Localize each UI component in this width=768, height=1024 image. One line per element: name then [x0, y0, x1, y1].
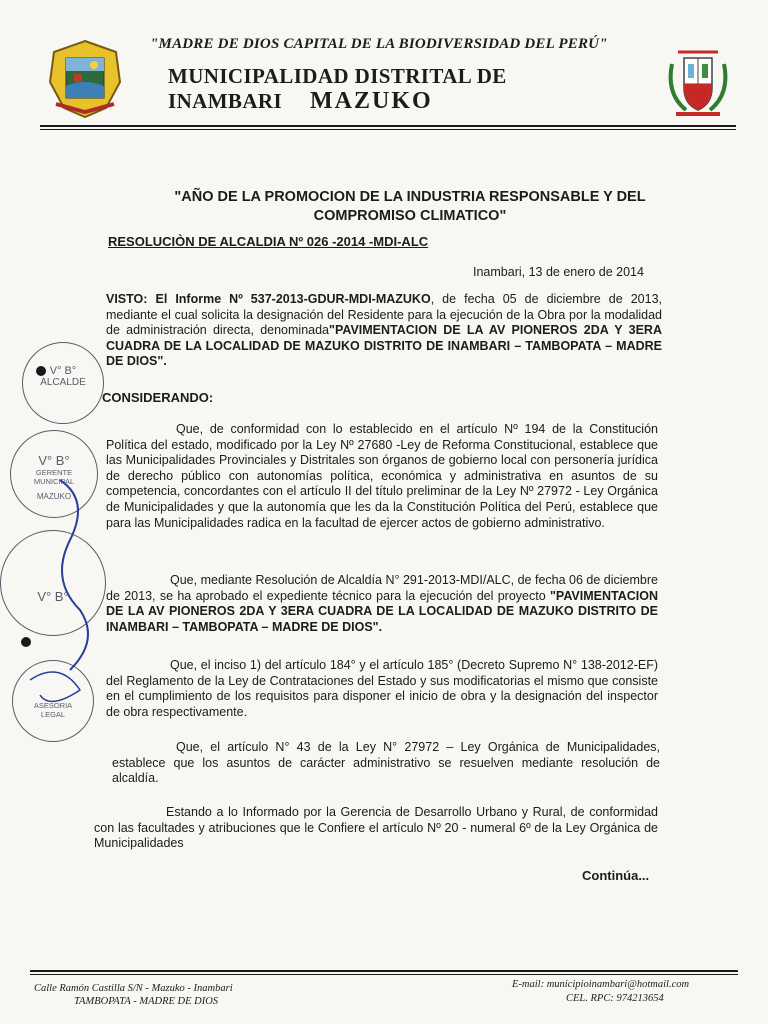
paragraph-1: Que, de conformidad con lo establecido en el artículo Nº 194 de la Constitución Política del estado, modificado por la Ley Nº 27680 -Ley de Reforma Constitucional, establece que las Municipalidades Provinciales y Distritales son órganos de gobierno local con personería jurídica de derecho público con autonomías política, económica y administrativa en asuntos de su competencia, concordantes con el artículo II del título preliminar de la Ley Nº 27972 - Ley Orgánica de Municipalidades y que la autonomía que les da la Constitución Política del Perú, establece que para las Municipalidades radica en la facultad de ejercer actos de gobierno administrativo. — [106, 422, 658, 530]
paragraph-2-text: Que, mediante Resolución de Alcaldía N° 291-2013-MDI/ALC, de fecha 06 de diciembre de 2013, se ha aprobado el expediente técnico para la ejecución del proyecto — [106, 573, 658, 603]
visto-lead: El Informe Nº 537-2013-GDUR-MDI-MAZUKO — [155, 292, 431, 306]
city-name: MAZUKO — [310, 88, 433, 114]
footer-email: E-mail: municipioinambari@hotmail.com — [512, 979, 690, 990]
document-date: Inambari, 13 de enero de 2014 — [473, 265, 644, 279]
considerando-heading: CONSIDERANDO: — [102, 390, 214, 405]
desarrollo-stamp-vb: V° B° — [37, 589, 69, 604]
asesoria-stamp-label: ASESORIA LEGAL — [33, 701, 73, 719]
municipality-name: MUNICIPALIDAD DISTRITAL DE INAMBARI — [168, 64, 507, 113]
alcalde-stamp-vb: V° B° — [49, 365, 77, 377]
visto-text: , de fecha 05 de diciembre de 2013, mediante el cual solicita la designación del Residente para la ejecución de la Obra por la modalidad de administración directa, denominada — [106, 292, 662, 338]
national-shield-icon — [662, 44, 734, 122]
footer-address-line1: Calle Ramón Castilla S/N - Mazuko - Inambari — [34, 983, 233, 994]
alcalde-stamp-label: ALCALDE — [40, 377, 86, 388]
gerencia-stamp-vb: V° B° — [38, 453, 70, 468]
paragraph-3: Que, el inciso 1) del artículo 184° y el artículo 185° (Decreto Supremo N° 138-2012-EF) del Reglamento de la Ley de Contrataciones del Estado y sus modificatorias el mismo que consiste en el cumplimiento de los requisitos para disponer el inicio de obra y la designación del inspector de obra respectivamente. — [106, 658, 658, 719]
visto-label: VISTO: — [106, 292, 148, 306]
resolution-title: RESOLUCIÒN DE ALCALDIA Nº 026 -2014 -MDI-ALC — [108, 234, 429, 249]
gerencia-stamp-city: MAZUKO — [36, 492, 72, 501]
visto-paragraph — [106, 292, 662, 370]
alcalde-stamp — [22, 342, 104, 424]
continua-label: Continúa... — [582, 868, 650, 883]
footer-address-line2: TAMBOPATA - MADRE DE DIOS — [74, 996, 219, 1007]
ink-dot-icon — [34, 364, 48, 378]
year-title-line2: COMPROMISO CLIMATICO" — [313, 208, 507, 224]
paragraph-5: Estando a lo Informado por la Gerencia de Desarrollo Urbano y Rural, de conformidad con las facultades y atribuciones que le Confiere el artículo Nº 20 - numeral 6º de la Ley Orgánica de Municipalidades — [94, 805, 658, 851]
paragraph-2-project: "PAVIMENTACION DE LA AV PIONEROS 2DA Y 3ERA CUADRA DE LA LOCALIDAD DE MAZUKO DISTRITO DE INAMBARI – TAMBOPATA – MADRE DE DIOS". — [106, 588, 658, 634]
municipal-coat-of-arms-icon — [44, 38, 126, 120]
signature-strokes-icon — [20, 470, 110, 730]
header-rule-thin — [40, 129, 736, 130]
year-title-line1: "AÑO DE LA PROMOCION DE LA INDUSTRIA RESPONSABLE Y DEL — [174, 189, 646, 205]
paragraph-2 — [106, 573, 658, 635]
header-rule — [40, 125, 736, 127]
visto-project: "PAVIMENTACION DE LA AV PIONEROS 2DA Y 3ERA CUADRA DE LA LOCALIDAD DE MAZUKO DISTRITO DE INAMBARI – TAMBOPATA – MADRE DE DIOS". — [106, 323, 662, 369]
gerencia-stamp-label: GERENTE MUNICIPAL — [33, 468, 75, 486]
header-motto: "MADRE DE DIOS CAPITAL DE LA BIODIVERSIDAD DEL PERÚ" — [150, 36, 608, 52]
footer-rule-thin — [30, 974, 738, 975]
ink-dot-icon — [20, 636, 32, 648]
footer-phone: CEL. RPC: 974213654 — [566, 993, 664, 1004]
footer-rule — [30, 970, 738, 972]
paragraph-4: Que, el artículo N° 43 de la Ley N° 27972 – Ley Orgánica de Municipalidades, establece que los asuntos de carácter administrativo se resuelven mediante resolución de alcaldía. — [112, 740, 660, 786]
